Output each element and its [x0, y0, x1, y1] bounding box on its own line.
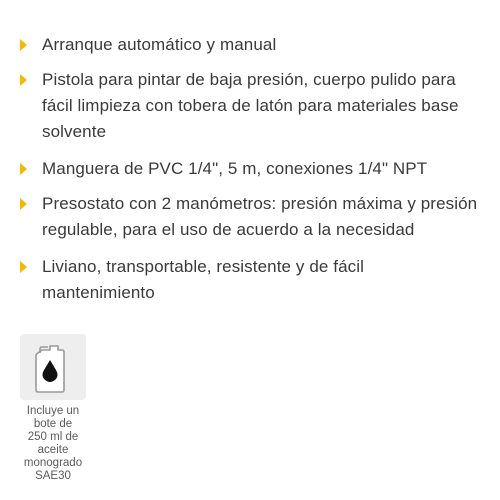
feature-item	[20, 156, 480, 182]
oil-canister-icon	[20, 334, 86, 400]
badge-icon-box	[20, 334, 86, 400]
feature-item	[20, 254, 480, 306]
bullet-arrow-icon	[20, 39, 27, 51]
feature-text: Liviano, transportable, resistente y de fácil mantenimiento	[42, 257, 365, 302]
feature-item	[20, 67, 480, 145]
bullet-arrow-icon	[20, 198, 27, 210]
bullet-arrow-icon	[20, 74, 27, 86]
feature-list	[20, 32, 480, 315]
bullet-arrow-icon	[20, 163, 27, 175]
feature-text: Presostato con 2 manómetros: presión máxima y presión regulable, para el uso de acuerdo a la necesidad	[42, 194, 478, 239]
feature-item	[20, 191, 480, 243]
badge-caption: Incluye un bote de 250 ml de aceite monogrado SAE30	[23, 405, 83, 482]
oil-included-badge	[20, 334, 86, 483]
feature-text: Arranque automático y manual	[42, 35, 277, 54]
bullet-arrow-icon	[20, 261, 27, 273]
feature-text: Pistola para pintar de baja presión, cuerpo pulido para fácil limpieza con tobera de latón para materiales base solvente	[42, 70, 459, 141]
feature-item	[20, 32, 480, 58]
feature-text: Manguera de PVC 1/4", 5 m, conexiones 1/4" NPT	[42, 159, 428, 178]
